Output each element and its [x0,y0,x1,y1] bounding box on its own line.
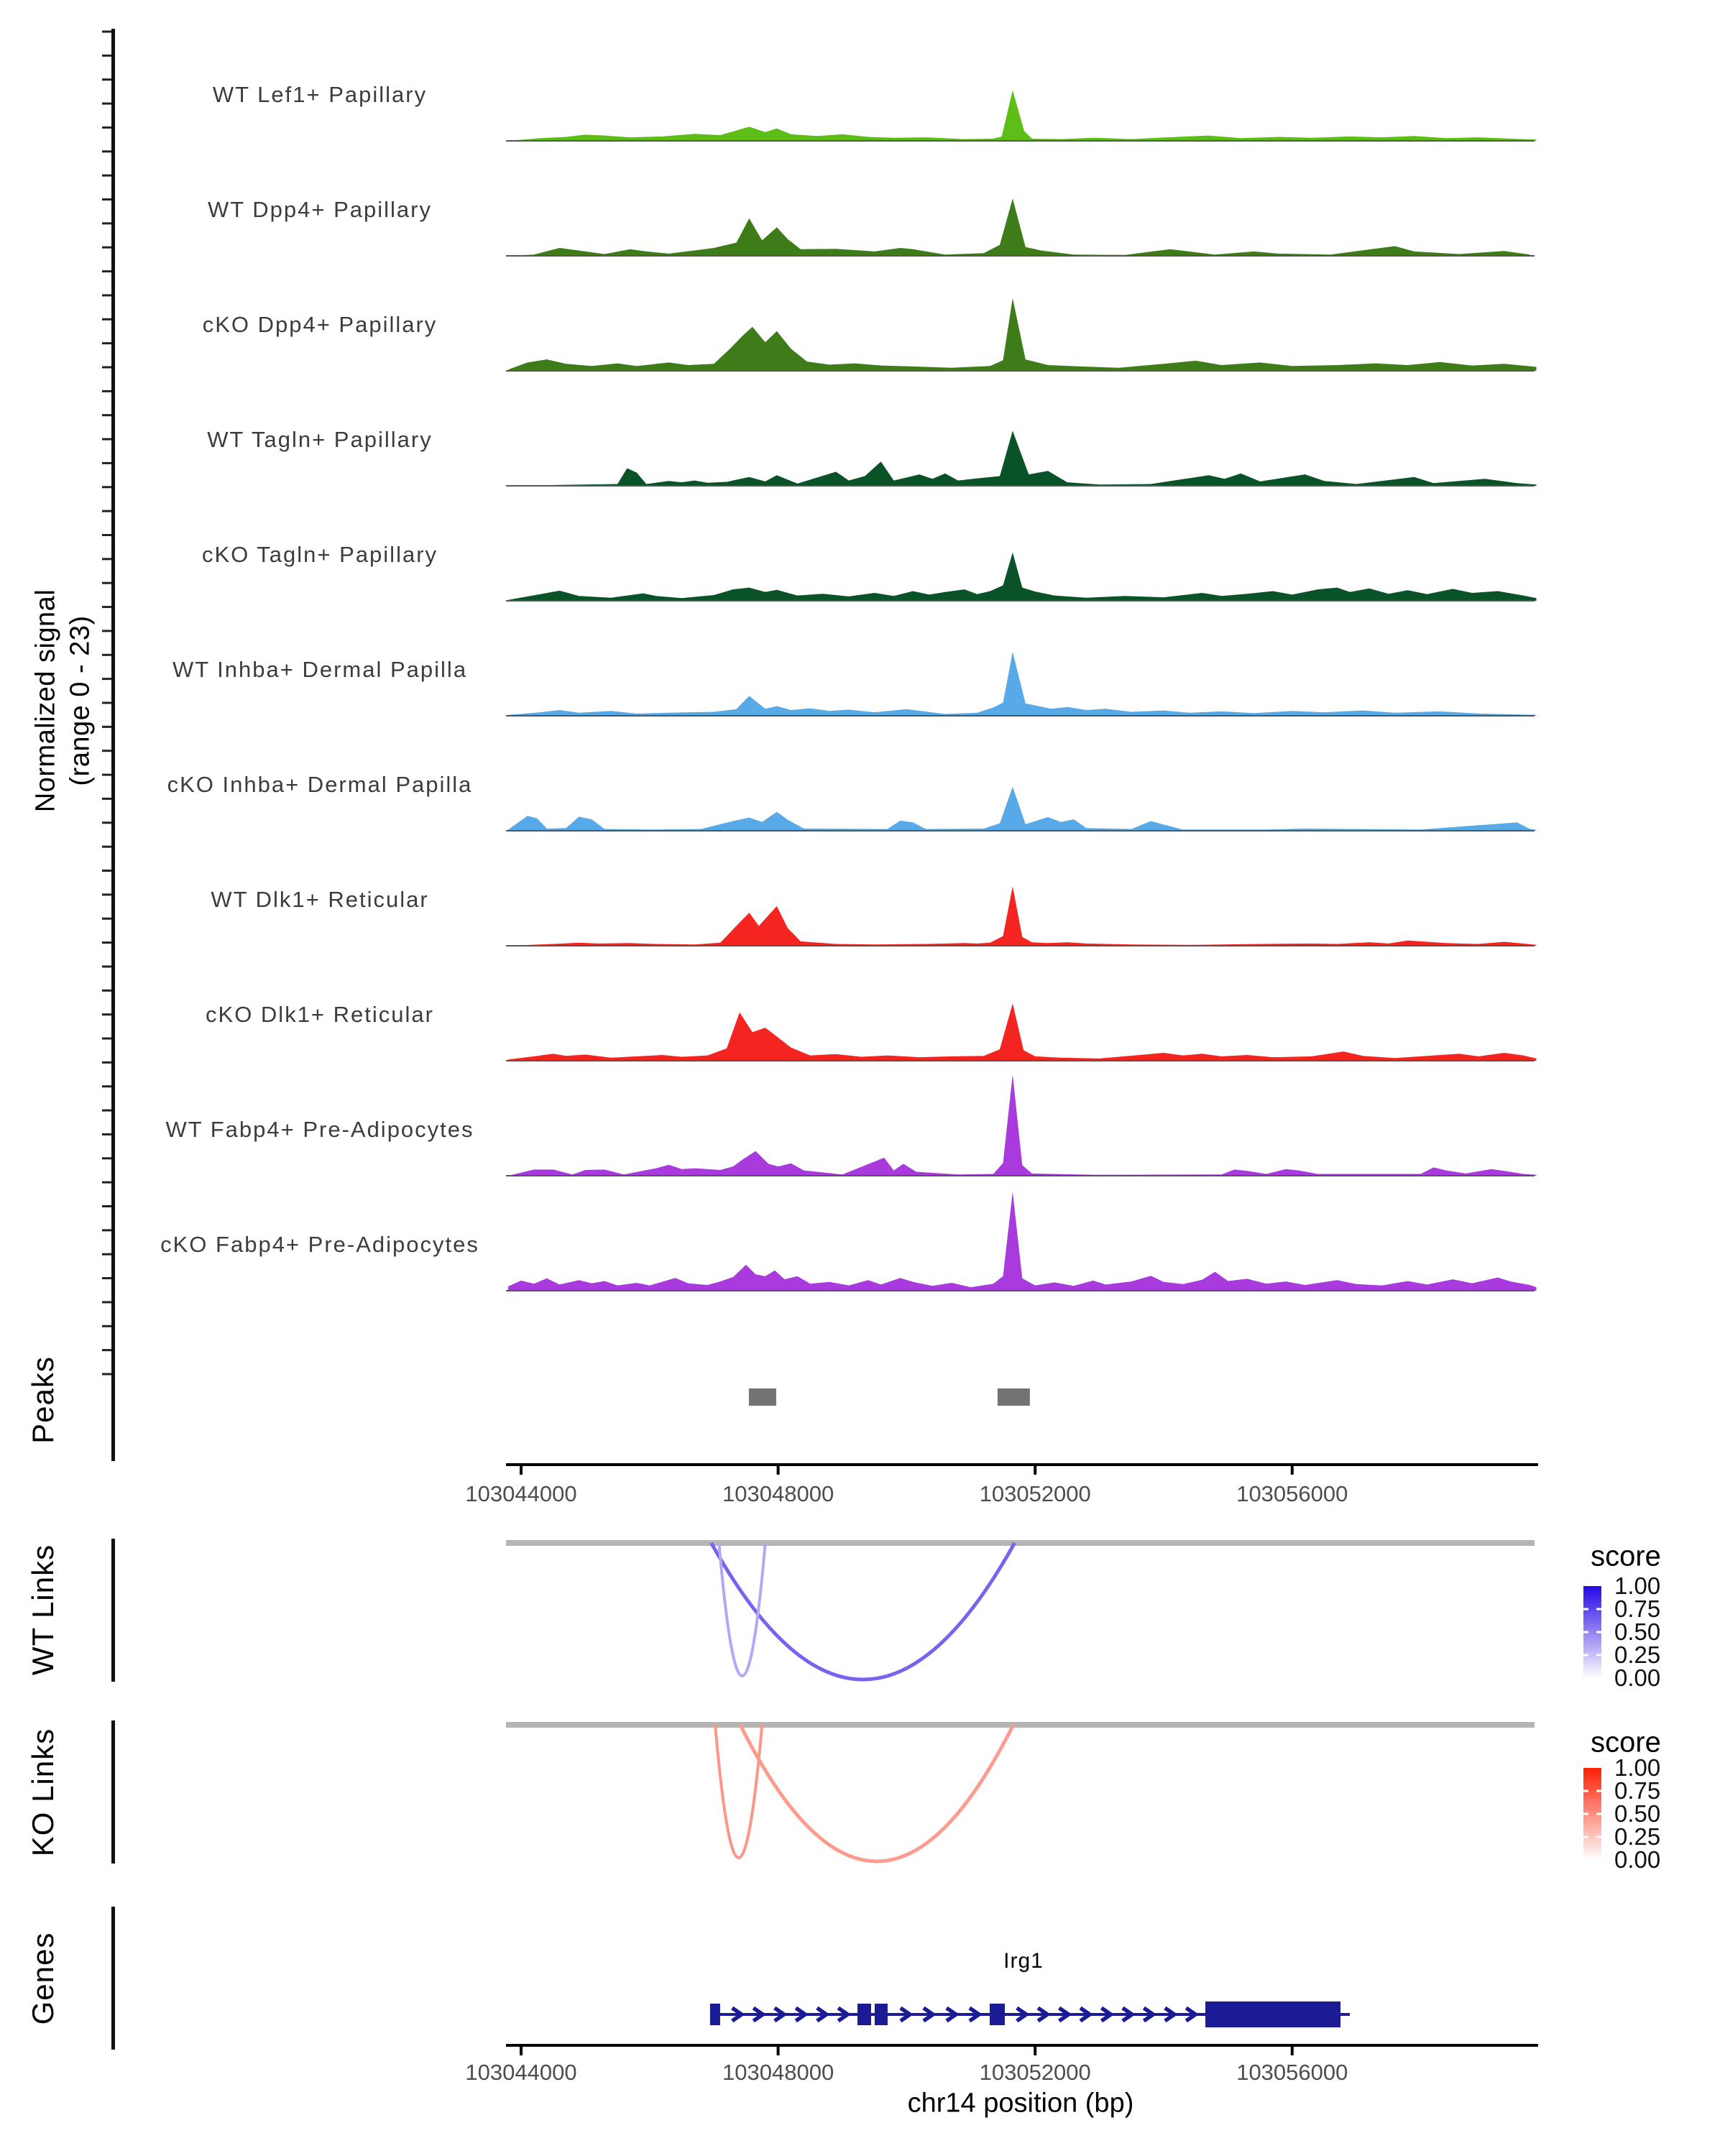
score-legend-tick-label: 0.00 [1614,1664,1661,1691]
score-legend-tick-label: 0.75 [1614,1595,1661,1622]
coverage-track-path [508,198,1530,256]
score-legend-tick-label: 0.25 [1614,1823,1661,1850]
x-axis-tick-label: 103044000 [465,2060,577,2085]
gene-exon-utr-box [1205,2001,1340,2027]
track-label: WT Tagln+ Papillary [207,427,433,452]
track-label: WT Fabp4+ Pre-Adipocytes [165,1117,474,1142]
x-axis-tick-label: 103056000 [1236,1481,1348,1506]
y-axis-label-line1: Normalized signal [30,589,61,813]
coverage-track-path [508,652,1536,716]
link-arc [740,1725,1013,1861]
coverage-track-path [508,1074,1536,1176]
x-axis-tick-label: 103048000 [722,1481,834,1506]
peak-box [749,1388,776,1406]
score-legend-tick-label: 0.50 [1614,1618,1661,1645]
track-label: cKO Tagln+ Papillary [201,542,438,567]
ko-links-score-legend-title: score [1591,1726,1661,1759]
coverage-axis-bar [111,29,115,1376]
genes-section-label: Genes [26,1932,60,2025]
track-baseline [506,255,1535,257]
x-axis-tick-label: 103048000 [722,2060,834,2085]
track-baseline [506,1175,1535,1176]
link-arc [712,1543,1015,1680]
track-label: WT Dlk1+ Reticular [211,887,429,912]
score-legend-tick-label: 0.00 [1614,1846,1661,1873]
coverage-track-path [508,430,1536,486]
gene-exon-box [710,2004,720,2025]
wt-links-section-label: WT Links [26,1544,60,1676]
y-axis-label-line2: (range 0 - 23) [65,615,95,786]
score-legend-tick-label: 0.50 [1614,1800,1661,1827]
link-arc [715,1725,762,1858]
gene-exon-box [875,2004,888,2025]
peaks-section-label: Peaks [26,1356,60,1444]
track-baseline [506,945,1535,946]
links-baseline [506,1540,1535,1546]
gene-name-label: Irg1 [1003,1949,1044,1973]
coverage-track-path [508,1003,1536,1061]
track-label: cKO Inhba+ Dermal Papilla [167,772,473,797]
track-baseline [506,140,1535,142]
x-axis-tick-label: 103056000 [1236,2060,1348,2085]
track-baseline [506,1290,1535,1291]
track-baseline [506,600,1535,602]
wt-links-score-legend-title: score [1591,1540,1661,1572]
coverage-track-path [508,298,1536,371]
coverage-track-path [508,91,1536,142]
score-legend-tick-label: 0.25 [1614,1641,1661,1668]
ko-links-section-label: KO Links [26,1728,60,1857]
coverage-track-path [508,553,1536,601]
track-label: cKO Dlk1+ Reticular [206,1002,434,1027]
track-baseline [506,1060,1535,1061]
x-axis-tick-label: 103052000 [979,2060,1091,2085]
links-baseline [506,1722,1535,1728]
track-baseline [506,715,1535,717]
peak-box [998,1388,1030,1406]
x-axis-tick-label: 103044000 [465,1481,577,1506]
link-arc [719,1543,765,1676]
x-axis-tick-label: 103052000 [979,1481,1091,1506]
track-label: cKO Fabp4+ Pre-Adipocytes [160,1232,479,1257]
track-baseline [506,485,1535,487]
score-legend-tick-label: 1.00 [1614,1754,1661,1781]
coverage-track-path [508,886,1536,946]
track-baseline [506,370,1535,372]
gene-exon-box [990,2004,1005,2025]
track-baseline [506,830,1535,831]
coverage-track-path [508,1192,1536,1291]
coverage-track-path [508,787,1536,831]
coverage-y-axis-label [29,589,98,813]
track-label: WT Dpp4+ Papillary [208,197,432,222]
x-axis-title: chr14 position (bp) [907,2088,1134,2119]
track-label: WT Lef1+ Papillary [212,82,428,107]
score-legend-tick-label: 0.75 [1614,1777,1661,1804]
score-legend-tick-label: 1.00 [1614,1572,1661,1599]
gene-exon-box [857,2004,871,2025]
track-label: cKO Dpp4+ Papillary [202,312,438,337]
track-label: WT Inhba+ Dermal Papilla [172,657,468,682]
